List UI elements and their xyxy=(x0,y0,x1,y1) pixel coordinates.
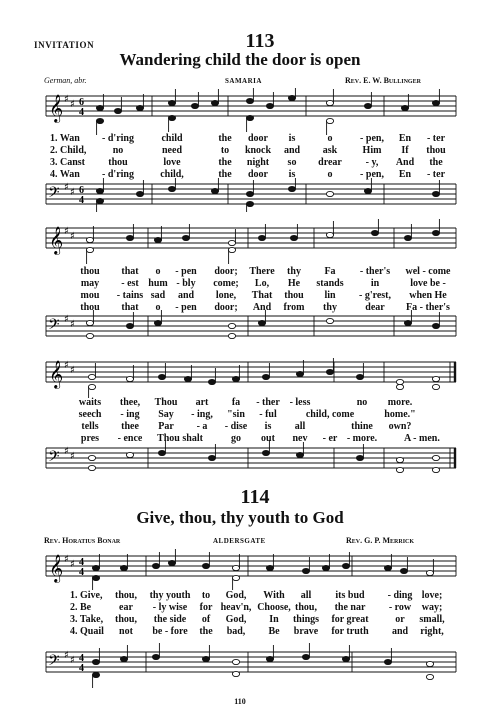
lyric-syllable: Fa xyxy=(324,266,336,277)
lyric-row-113-1-1 xyxy=(0,133,480,145)
lyric-syllable: - ence xyxy=(117,433,143,444)
lyric-syllable: thou, xyxy=(115,590,137,601)
lyric-syllable: is xyxy=(288,133,296,144)
lyric-syllable: 2. Be xyxy=(70,602,92,613)
lyric-syllable: all xyxy=(300,590,312,601)
lyric-syllable: all xyxy=(294,421,306,432)
tune-name-114: ALDERSGATE xyxy=(213,537,266,545)
lyric-syllable: o xyxy=(327,133,333,144)
lyric-syllable: En xyxy=(398,169,412,180)
lyric-syllable: - ther's xyxy=(359,266,391,277)
lyric-syllable: is xyxy=(264,421,272,432)
lyric-syllable: And xyxy=(252,302,272,313)
lyric-syllable: seech xyxy=(78,409,102,420)
lyric-row-113-1-2 xyxy=(0,145,480,157)
lyric-syllable: thy xyxy=(323,302,337,313)
lyric-syllable: thou xyxy=(80,302,100,313)
lyric-syllable: the xyxy=(199,626,213,637)
lyric-syllable: - er xyxy=(322,433,338,444)
lyric-syllable: 4. Wan xyxy=(50,169,80,180)
hymn-number-114: 114 xyxy=(240,486,270,508)
lyric-syllable: - ding xyxy=(387,590,413,601)
lyric-syllable: mou xyxy=(80,290,100,301)
lyric-syllable: home." xyxy=(384,409,416,420)
lyric-syllable: nev xyxy=(292,433,308,444)
lyric-syllable: thou xyxy=(426,145,446,156)
svg-text:♯: ♯ xyxy=(70,365,75,376)
lyric-syllable: thou xyxy=(80,266,100,277)
bass-clef-icon: 𝄢 xyxy=(48,184,60,205)
lyric-syllable: to xyxy=(201,590,211,601)
lyric-row-113-3-2 xyxy=(0,409,480,421)
lyric-syllable: that xyxy=(121,302,139,313)
svg-text:♯: ♯ xyxy=(70,231,75,242)
lyric-syllable: thou xyxy=(284,290,304,301)
svg-text:4: 4 xyxy=(79,107,84,118)
lyric-syllable: Fa - ther's xyxy=(406,302,450,313)
lyric-syllable: thou, xyxy=(115,614,137,625)
lyric-syllable: art xyxy=(195,397,209,408)
lyric-syllable: - ful xyxy=(259,409,277,420)
lyric-syllable: - dise xyxy=(224,421,248,432)
lyric-syllable: Say xyxy=(158,409,174,420)
treble-clef-icon: 𝄞 xyxy=(49,94,64,122)
lyric-syllable: love; xyxy=(421,590,443,601)
lyric-syllable: - row xyxy=(388,602,412,613)
treble-staff-113-3 xyxy=(0,350,480,398)
lyric-syllable: - more. xyxy=(346,433,378,444)
lyric-syllable: bad, xyxy=(226,626,246,637)
lyric-syllable: Be xyxy=(268,626,280,637)
svg-text:𝄞: 𝄞 xyxy=(49,554,64,582)
svg-text:♯: ♯ xyxy=(64,446,69,457)
lyric-syllable: child xyxy=(161,133,183,144)
lyric-syllable: more. xyxy=(387,397,413,408)
lyric-row-114-1-1 xyxy=(0,590,480,602)
hymn-composer-114: Rev. G. P. Merrick xyxy=(346,536,415,545)
svg-text:♯: ♯ xyxy=(70,559,75,570)
lyric-syllable: waits xyxy=(78,397,102,408)
svg-text:𝄢: 𝄢 xyxy=(48,652,60,673)
lyric-syllable: love be - xyxy=(410,278,446,289)
lyric-syllable: 3. Canst xyxy=(50,157,86,168)
section-label: INVITATION xyxy=(34,40,95,50)
lyric-syllable: Thou shalt xyxy=(157,433,203,444)
lyric-syllable: no xyxy=(112,145,124,156)
lyric-row-113-2-3 xyxy=(0,290,480,302)
lyric-syllable: 1. Wan xyxy=(50,133,80,144)
lyric-syllable: There xyxy=(249,266,275,277)
lyric-syllable: and xyxy=(177,290,195,301)
lyric-syllable: child, xyxy=(160,169,184,180)
svg-text:♯: ♯ xyxy=(64,314,69,325)
lyric-row-114-1-4 xyxy=(0,626,480,638)
lyric-syllable: Choose, xyxy=(257,602,291,613)
lyric-syllable: ask xyxy=(322,145,338,156)
bass-staff-113-2 xyxy=(0,310,480,346)
lyric-syllable: - y, xyxy=(365,157,379,168)
page-number: 110 xyxy=(234,697,246,706)
treble-staff-114-1 xyxy=(0,548,480,590)
lyric-syllable: - ter xyxy=(426,169,446,180)
hymn-author-113: Rev. E. W. Bullinger xyxy=(345,76,421,85)
lyric-syllable: to xyxy=(220,145,230,156)
svg-text:♯: ♯ xyxy=(64,650,69,661)
lyric-syllable: - ing, xyxy=(191,409,213,420)
lyric-syllable: child, come xyxy=(305,409,355,420)
svg-text:𝄢: 𝄢 xyxy=(48,316,60,337)
svg-text:♯: ♯ xyxy=(64,226,69,237)
lyric-syllable: With xyxy=(263,590,285,601)
lyric-syllable: And xyxy=(395,157,415,168)
time-sig-icon: 6 xyxy=(79,97,84,108)
sharp-icon: ♯ xyxy=(64,94,69,105)
lyric-syllable: may xyxy=(80,278,100,289)
svg-text:♯: ♯ xyxy=(64,360,69,371)
svg-text:♯: ♯ xyxy=(70,655,75,666)
lyric-syllable: things xyxy=(292,614,320,625)
lyric-syllable: of xyxy=(201,614,211,625)
lyric-syllable: thee xyxy=(121,421,139,432)
lyric-syllable: hum xyxy=(148,278,168,289)
svg-text:♯: ♯ xyxy=(70,187,75,198)
lyric-syllable: - ther xyxy=(256,397,280,408)
lyric-syllable: pres xyxy=(80,433,100,444)
lyric-syllable: and xyxy=(283,145,301,156)
lyric-syllable: stands xyxy=(316,278,344,289)
lyric-syllable: fa xyxy=(231,397,241,408)
lyric-syllable: - g'rest, xyxy=(358,290,392,301)
lyric-syllable: Thou xyxy=(154,397,178,408)
lyric-syllable: o xyxy=(155,266,161,277)
lyric-syllable: God, xyxy=(225,590,247,601)
svg-text:𝄢: 𝄢 xyxy=(48,448,60,469)
lyric-row-113-3-3 xyxy=(0,421,480,433)
lyric-syllable: need xyxy=(162,145,182,156)
lyric-syllable: for xyxy=(199,602,213,613)
lyric-syllable: 2. Child, xyxy=(50,145,87,156)
lyric-syllable: tells xyxy=(81,421,99,432)
lyric-syllable: "sin xyxy=(227,409,245,420)
lyric-row-114-1-3 xyxy=(0,614,480,626)
lyric-syllable: - a xyxy=(196,421,208,432)
lyric-syllable: its bud xyxy=(335,590,365,601)
svg-text:♯: ♯ xyxy=(70,451,75,462)
lyric-syllable: o xyxy=(155,302,161,313)
lyric-syllable: go xyxy=(231,433,241,444)
lyric-row-114-1-2 xyxy=(0,602,480,614)
lyric-syllable: night xyxy=(246,157,270,168)
lyric-syllable: thy youth xyxy=(149,590,191,601)
lyric-row-113-1-3 xyxy=(0,157,480,169)
lyric-row-113-2-2 xyxy=(0,278,480,290)
lyric-syllable: that xyxy=(121,266,139,277)
lyric-syllable: way; xyxy=(421,602,443,613)
lyric-syllable: - pen xyxy=(175,266,197,277)
lyric-syllable: lin xyxy=(324,290,336,301)
svg-text:𝄞: 𝄞 xyxy=(49,226,64,254)
bass-staff-113-1 xyxy=(0,178,480,212)
lyric-syllable: - tains xyxy=(116,290,144,301)
lyric-syllable: 1. Give, xyxy=(70,590,103,601)
hymn-author-114: Rev. Horatius Bonar xyxy=(44,536,121,545)
lyric-syllable: - pen, xyxy=(360,133,384,144)
lyric-syllable: thou xyxy=(108,157,128,168)
lyric-row-113-2-1 xyxy=(0,266,480,278)
lyric-syllable: - ly wise xyxy=(152,602,188,613)
lyric-syllable: no xyxy=(356,397,368,408)
hymn-title-114: Give, thou, thy youth to God xyxy=(136,508,344,527)
lyric-syllable: not xyxy=(119,626,133,637)
svg-text:♯: ♯ xyxy=(70,99,75,110)
lyric-syllable: is xyxy=(288,169,296,180)
lyric-syllable: - less xyxy=(289,397,311,408)
lyric-syllable: - pen, xyxy=(360,169,384,180)
lyric-syllable: In xyxy=(269,614,279,625)
lyric-syllable: when He xyxy=(409,290,447,301)
lyric-syllable: If xyxy=(401,145,409,156)
lyric-syllable: En xyxy=(398,133,412,144)
lyric-syllable: 4. Quail xyxy=(70,626,104,637)
lyric-syllable: - ing xyxy=(120,409,140,420)
hymn-source-113: German, abr. xyxy=(44,76,87,85)
lyric-syllable: small, xyxy=(419,614,445,625)
svg-text:♯: ♯ xyxy=(70,319,75,330)
lyric-syllable: brave xyxy=(293,626,319,637)
lyric-syllable: for truth xyxy=(331,626,369,637)
lyric-syllable: so xyxy=(287,157,297,168)
lyric-syllable: the xyxy=(218,133,232,144)
amen-label: A - men. xyxy=(404,433,440,444)
svg-text:4: 4 xyxy=(79,653,84,664)
lyric-syllable: from xyxy=(283,302,305,313)
lyric-syllable: heav'n, xyxy=(220,602,252,613)
lyric-syllable: wel - come xyxy=(405,266,451,277)
lyric-syllable: ear xyxy=(119,602,133,613)
svg-text:4: 4 xyxy=(79,663,84,674)
lyric-syllable: the side xyxy=(153,614,187,625)
lyric-syllable: o xyxy=(327,169,333,180)
hymn-title-113: Wandering child the door is open xyxy=(119,50,361,69)
lyric-syllable: That xyxy=(251,290,273,301)
tune-name-113: SAMARIA xyxy=(225,77,262,85)
lyric-syllable: God, xyxy=(225,614,247,625)
lyric-syllable: - pen xyxy=(175,302,197,313)
lyric-syllable: - d'ring xyxy=(102,169,134,180)
lyric-syllable: out xyxy=(261,433,275,444)
lyric-syllable: the xyxy=(429,157,443,168)
lyric-syllable: thine xyxy=(351,421,373,432)
lyric-syllable: right, xyxy=(420,626,444,637)
lyric-syllable: 3. Take, xyxy=(70,614,104,625)
lyric-syllable: sad xyxy=(150,290,166,301)
lyric-syllable: come; xyxy=(213,278,239,289)
lyric-syllable: the xyxy=(218,157,232,168)
lyric-syllable: Par xyxy=(158,421,174,432)
lyric-syllable: Lo, xyxy=(254,278,270,289)
lyric-syllable: thou, xyxy=(295,602,317,613)
lyric-syllable: - bly xyxy=(176,278,196,289)
lyric-syllable: knock xyxy=(244,145,272,156)
lyric-syllable: thy xyxy=(287,266,301,277)
svg-text:4: 4 xyxy=(79,557,84,568)
bass-staff-114-1 xyxy=(0,640,480,692)
lyric-syllable: the nar xyxy=(334,602,366,613)
lyric-row-113-3-1 xyxy=(0,397,480,409)
lyric-syllable: - d'ring xyxy=(102,133,134,144)
svg-text:♯: ♯ xyxy=(64,182,69,193)
bass-staff-113-3 xyxy=(0,440,480,476)
lyric-syllable: for great xyxy=(331,614,369,625)
svg-text:♯: ♯ xyxy=(64,554,69,565)
lyric-syllable: in xyxy=(370,278,380,289)
hymn-number-113: 113 xyxy=(245,30,275,52)
svg-text:𝄞: 𝄞 xyxy=(49,360,64,388)
lyric-syllable: door; xyxy=(214,302,238,313)
lyric-syllable: door xyxy=(248,169,268,180)
lyric-syllable: He xyxy=(287,278,301,289)
svg-text:4: 4 xyxy=(79,195,84,206)
lyric-syllable: be - fore xyxy=(152,626,188,637)
lyric-syllable: and xyxy=(391,626,409,637)
lyric-syllable: - est xyxy=(121,278,139,289)
lyric-syllable: own? xyxy=(388,421,412,432)
lyric-syllable: Him xyxy=(362,145,382,156)
lyric-syllable: - ter xyxy=(426,133,446,144)
lyric-syllable: lone, xyxy=(215,290,237,301)
lyric-syllable: or xyxy=(395,614,405,625)
treble-staff-113-2 xyxy=(0,214,480,270)
lyric-syllable: door xyxy=(248,133,268,144)
lyric-syllable: love xyxy=(163,157,181,168)
svg-text:6: 6 xyxy=(79,185,84,196)
lyric-syllable: thee, xyxy=(119,397,141,408)
lyric-syllable: the xyxy=(218,169,232,180)
lyric-syllable: drear xyxy=(318,157,342,168)
lyric-syllable: door; xyxy=(214,266,238,277)
lyric-syllable: dear xyxy=(365,302,385,313)
svg-text:4: 4 xyxy=(79,567,84,578)
